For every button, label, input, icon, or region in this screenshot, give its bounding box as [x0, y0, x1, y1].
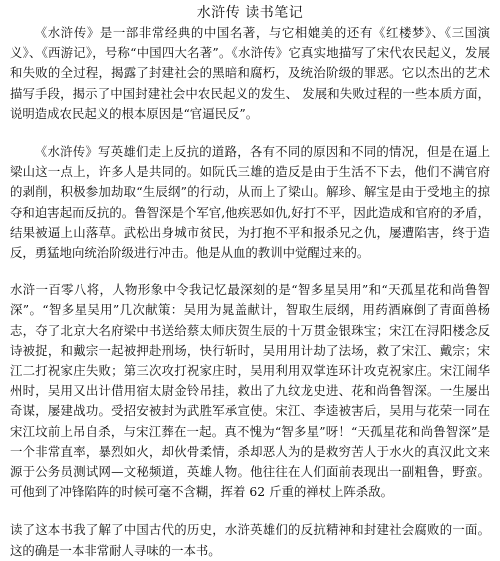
paragraph-intro: 《水浒传》是一部非常经典的中国名著，与它相媲美的还有《红楼梦》、《三国演义》、《西游记》，号称“中国四大名著”。《水浒传》它真实地描写了宋代农民起义，发展和失败的全过程，揭露了封建社会的黑暗和腐朽，及统治阶级的罪恶。它以杰出的艺术描写手段，揭示了中国封建社会中农民起义的发生、 发展和失败过程的一些本质方面，说明造成农民起义的根本原因是“官逼民反”。	[10, 25, 490, 121]
document-title: 水浒传 读书笔记	[196, 5, 304, 21]
paragraph-conclusion: 读了这本书我了解了中国古代的历史，水浒英雄们的反抗精神和封建社会腐败的一面。这的确是一本非常耐人寻味的一本书。	[10, 522, 490, 558]
paragraph-characters: 水浒一百零八将，人物形象中令我记忆最深刻的是“智多星吴用”和“天孤星花和尚鲁智深”。“智多星吴用”几次献策：吴用为晁盖献计，智取生辰纲，用药酒麻倒了青面兽杨志，夺了北京大名府梁中书送给蔡太师庆贺生辰的十万贯金银珠宝；宋江在浔阳楼念反诗被捉，和戴宗一起被押赴刑场，快行斩时，吴用用计劫了法场，救了宋江、戴宗；宋江二打祝家庄失败；第三次攻打祝家庄时，吴用利用双掌连环计攻克祝家庄。宋江闹华州时，吴用又出计借用宿太尉金铃吊挂，救出了九纹龙史进、花和尚鲁智深。一生屡出奇谋，屡建战功。受招安被封为武胜军承宣使。宋江、李逵被害后，吴用与花荣一同在宋江坟前上吊自杀，与宋江葬在一起。真不愧为“智多星”呀！“天孤星花和尚鲁智深”是一个非常直率，暴烈如火，却伙骨柔情，杀却恶人为的是救穷苦人于水火的真汉此文来源于公务员测试网—文秘频道，英雄人物。他往往在人们面前表现出一副粗鲁，野蛮。可他到了冲锋陷阵的时候可毫不含糊，挥着 62 斤重的禅杖上阵杀敌。	[10, 282, 490, 500]
paragraph-heroes: 《水浒传》写英雄们走上反抗的道路，各有不同的原因和不同的情况，但是在逼上梁山这一点上，许多人是共同的。如阮氏三雄的造反是由于生活不下去，他们不满官府的剥削，积极参加劫取“生辰纲”的行动，从而上了梁山。解珍、解宝是由于受地主的掠夺和迫害起而反抗的。鲁智深是个军官,他疾恶如仇,好打不平，因此造成和官府的矛盾，结果被逼上山落草。武松出身城市贫民，为打抱不平和报杀兄之仇，屡遭陷害，终于造反，勇猛地向统治阶级进行冲击。他是从血的教训中觉醒过来的。	[10, 144, 490, 261]
